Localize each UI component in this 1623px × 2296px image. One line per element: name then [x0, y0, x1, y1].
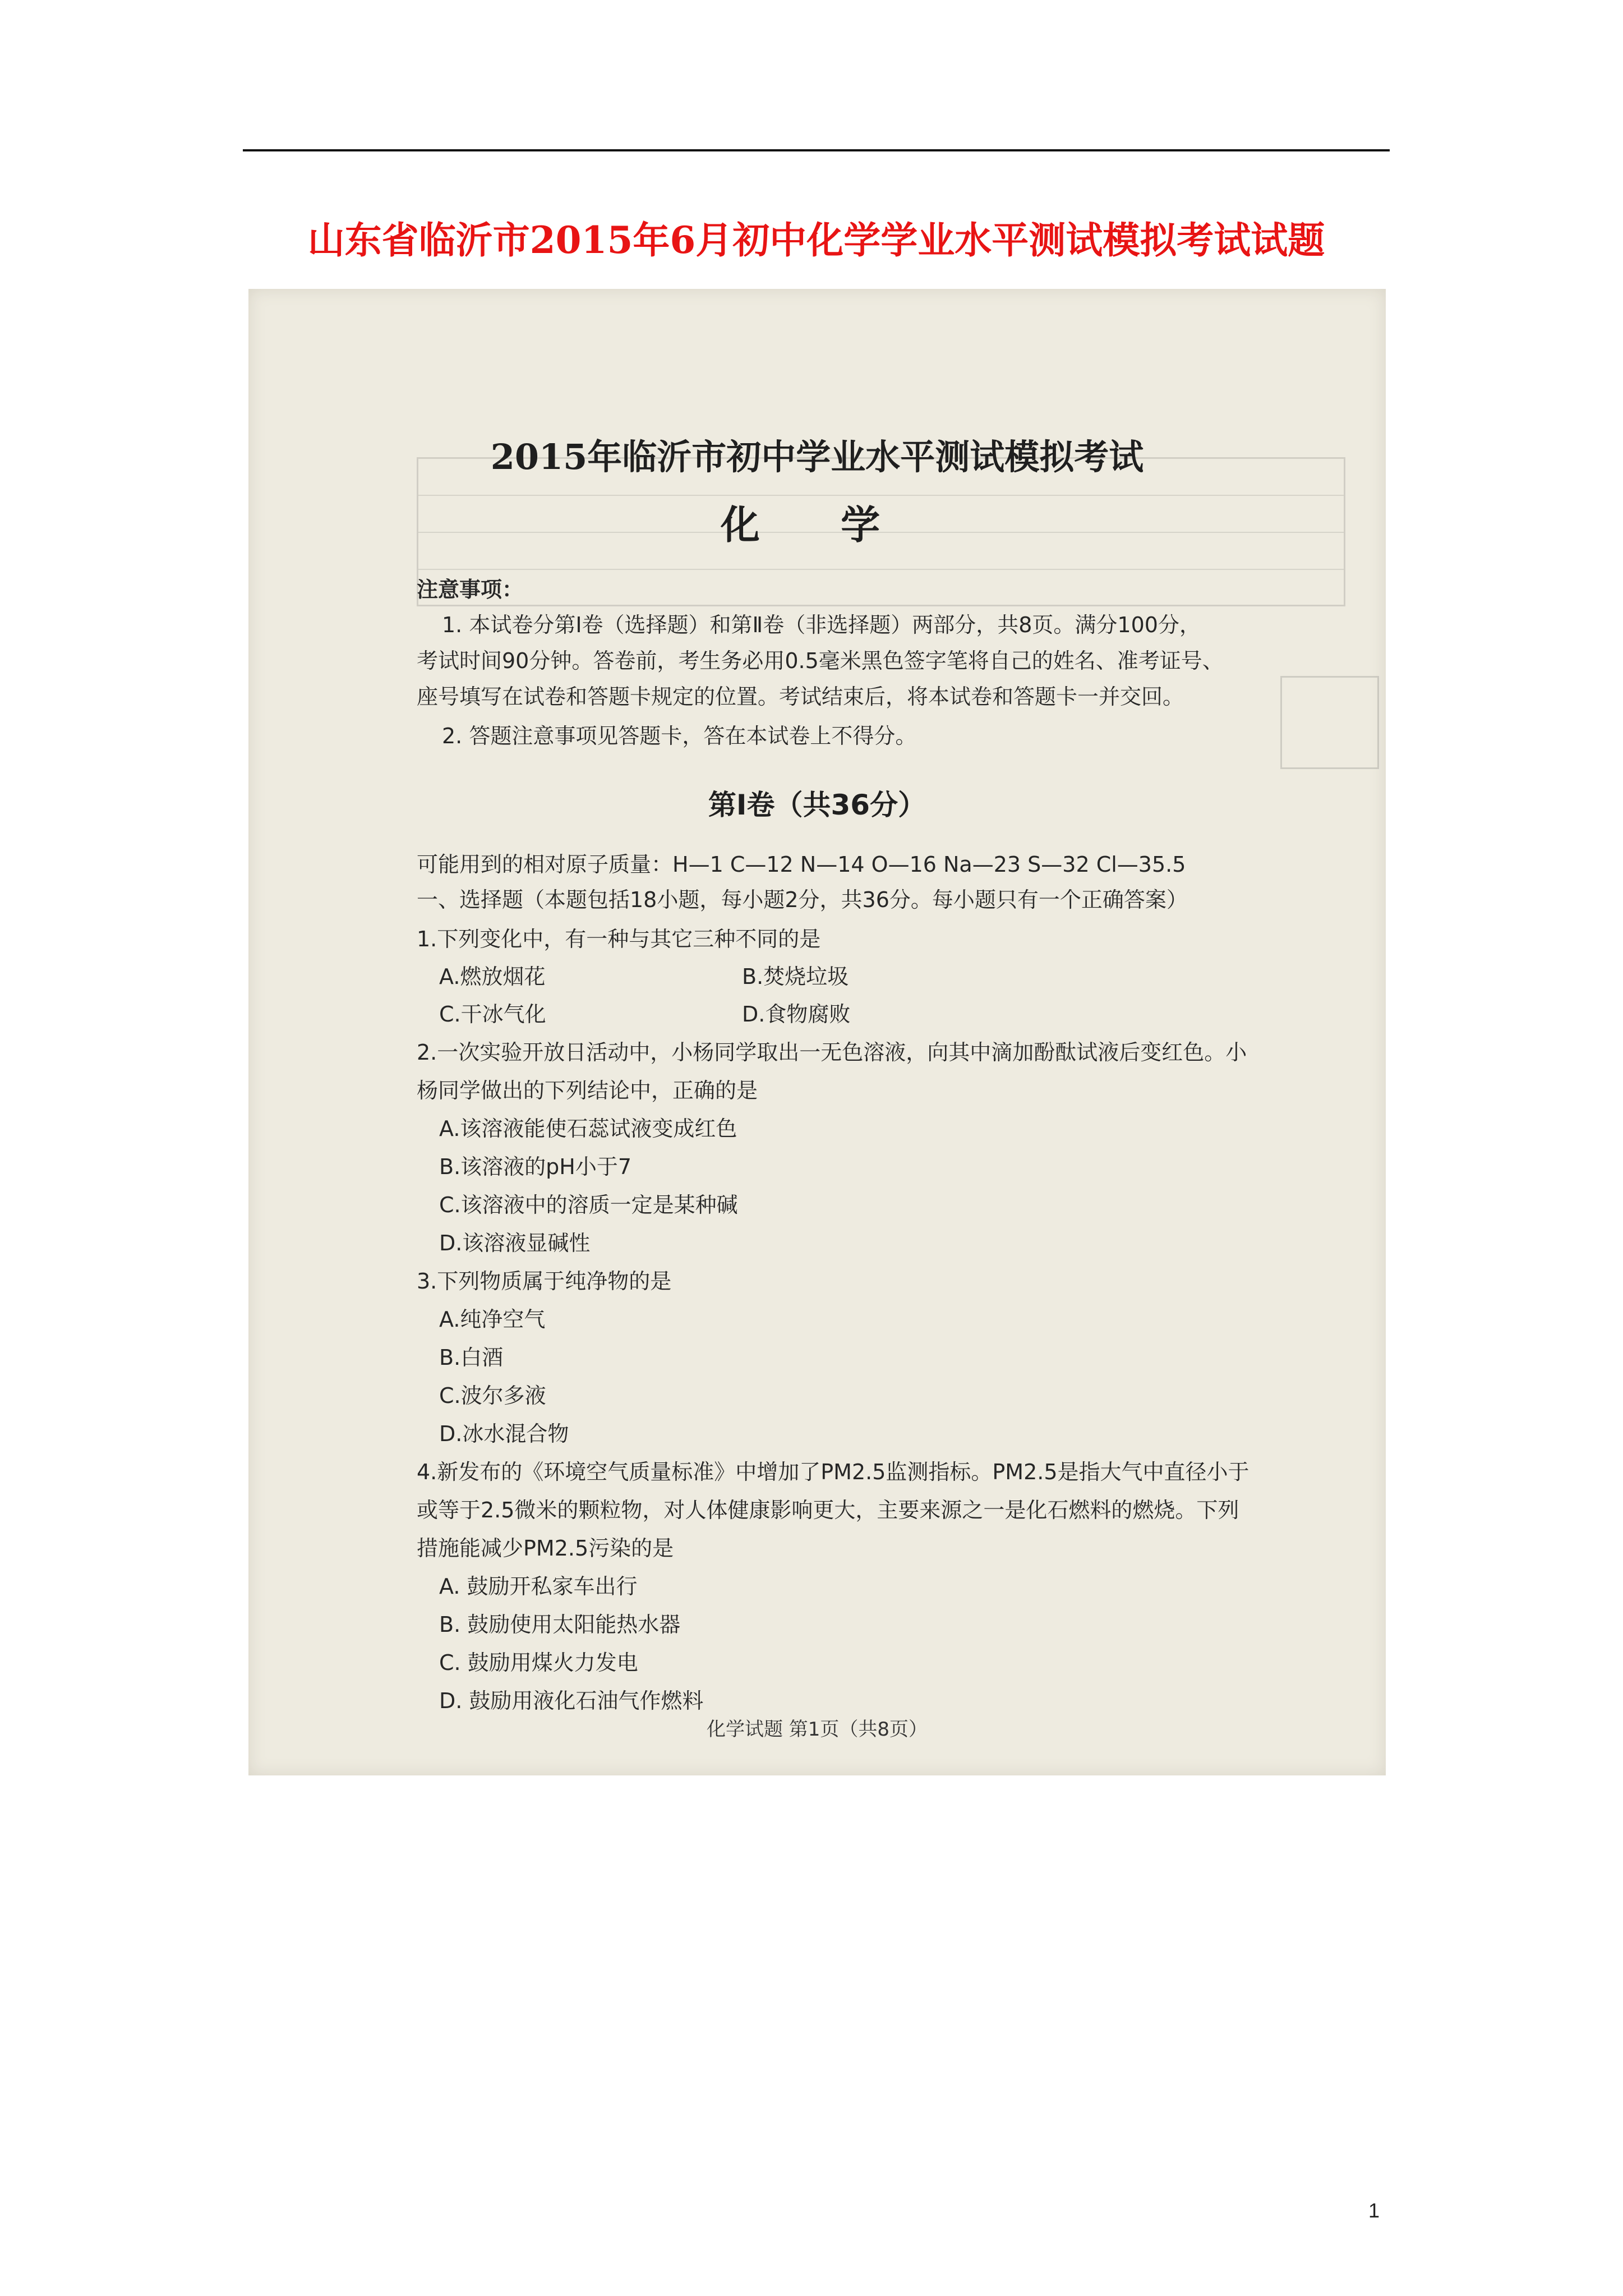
question-option: C.干冰气化: [439, 1002, 546, 1027]
bleed-through-stamp: [1280, 676, 1379, 769]
question-option: C.波尔多液: [439, 1383, 546, 1408]
question-option: A. 鼓励开私家车出行: [439, 1574, 638, 1599]
question-option: C.该溶液中的溶质一定是某种碱: [439, 1193, 738, 1217]
exam-page-footer: 化学试题 第1页（共8页）: [706, 1718, 928, 1741]
question-stem: 3.下列物质属于纯净物的是: [417, 1269, 672, 1294]
question-stem: 4.新发布的《环境空气质量标准》中增加了PM2.5监测指标。PM2.5是指大气中直径小于: [417, 1460, 1249, 1484]
exam-title: 2015年临沂市初中学业水平测试模拟考试: [490, 436, 1144, 477]
question-option: B.该溶液的pH小于7: [439, 1154, 632, 1179]
question-stem: 1.下列变化中，有一种与其它三种不同的是: [417, 927, 821, 951]
question-stem: 或等于2.5微米的颗粒物，对人体健康影响更大，主要来源之一是化石燃料的燃烧。下列: [417, 1498, 1239, 1522]
question-option: C. 鼓励用煤火力发电: [439, 1650, 638, 1675]
question-option: D. 鼓励用液化石油气作燃料: [439, 1688, 704, 1713]
question-stem: 杨同学做出的下列结论中，正确的是: [417, 1078, 758, 1103]
notice-line: 2. 答题注意事项见答题卡，答在本试卷上不得分。: [442, 724, 917, 748]
part-heading: 一、选择题（本题包括18小题，每小题2分，共36分。每小题只有一个正确答案）: [417, 887, 1188, 912]
question-option: D.该溶液显碱性: [439, 1231, 591, 1255]
question-option: B.焚烧垃圾: [742, 964, 849, 989]
exam-subject: 化 学: [720, 501, 914, 548]
notice-line: 座号填写在试卷和答题卡规定的位置。考试结束后，将本试卷和答题卡一并交回。: [417, 684, 1184, 709]
question-stem: 措施能减少PM2.5污染的是: [417, 1536, 674, 1561]
question-option: B.白酒: [439, 1345, 504, 1370]
question-option: D.食物腐败: [742, 1002, 851, 1027]
question-option: A.纯净空气: [439, 1307, 546, 1332]
question-option: A.该溶液能使石蕊试液变成红色: [439, 1116, 737, 1141]
question-stem: 2.一次实验开放日活动中，小杨同学取出一无色溶液，向其中滴加酚酞试液后变红色。小: [417, 1040, 1247, 1065]
document-title: 山东省临沂市2015年6月初中化学学业水平测试模拟考试试题: [307, 218, 1325, 262]
question-option: B. 鼓励使用太阳能热水器: [439, 1612, 681, 1637]
question-option: A.燃放烟花: [439, 964, 546, 989]
page-number: 1: [1368, 2199, 1380, 2222]
notice-line: 1. 本试卷分第Ⅰ卷（选择题）和第Ⅱ卷（非选择题）两部分，共8页。满分100分，: [442, 613, 1201, 637]
section-title: 第Ⅰ卷（共36分）: [708, 789, 926, 821]
notice-heading: 注意事项：: [417, 577, 524, 602]
header-rule: [243, 149, 1390, 151]
question-option: D.冰水混合物: [439, 1421, 569, 1446]
atomic-masses: 可能用到的相对原子质量：H—1 C—12 N—14 O—16 Na—23 S—32 Cl—35.5: [417, 852, 1186, 877]
scanned-exam-page: [248, 289, 1386, 1775]
notice-line: 考试时间90分钟。答卷前，考生务必用0.5毫米黑色签字笔将自己的姓名、准考证号、: [417, 648, 1224, 673]
